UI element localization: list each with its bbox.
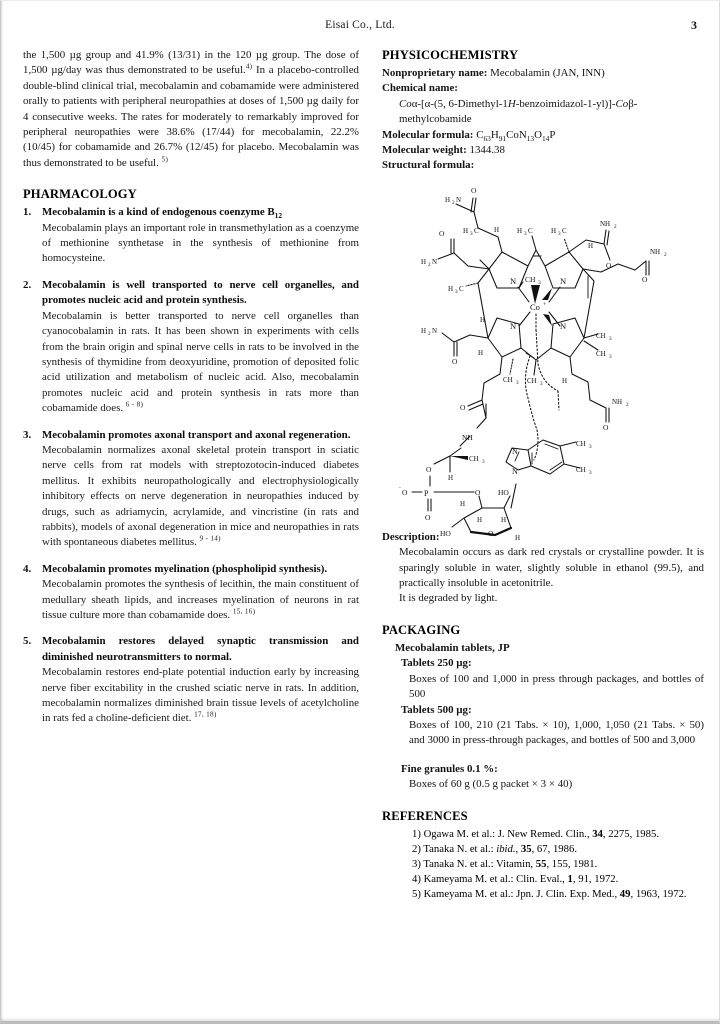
item-body: Mecobalamin plays an important role in transmethylation as a coenzyme of methionine synthetase in the synthesis of methionine from homocysteine. — [42, 221, 359, 265]
reference-volume: 35 — [520, 842, 532, 855]
item-body — [42, 443, 359, 551]
svg-text:NH: NH — [612, 397, 623, 406]
chem-prefix-coalpha: Co — [399, 97, 412, 110]
svg-text:HO: HO — [498, 487, 509, 497]
reference-item — [412, 827, 704, 842]
svg-text:H: H — [477, 515, 483, 524]
item-body — [42, 577, 359, 623]
reference-marker: 5) — [161, 155, 169, 164]
svg-text:CH: CH — [576, 465, 586, 474]
item-number: 3. — [23, 428, 32, 441]
reference-item — [412, 872, 704, 887]
item-title: Mecobalamin promotes axonal transport and axonal regeneration. — [42, 428, 351, 441]
description-body-2: It is degraded by light. — [399, 592, 498, 605]
svg-text:H: H — [445, 195, 451, 204]
item-number: 4. — [23, 562, 32, 575]
reference-volume: 34 — [592, 827, 603, 840]
description-heading — [382, 530, 704, 545]
reference-number: 4) — [412, 873, 421, 886]
svg-text:NH: NH — [462, 432, 473, 442]
packaging-group-label-250: Tablets 250 µg: — [401, 657, 472, 670]
svg-text:O: O — [471, 185, 477, 195]
formula-element: N — [518, 128, 527, 141]
chem-part-b: α-[α-(5, 6-Dimethyl-1 — [411, 97, 508, 110]
item-title-text: Mecobalamin is a kind of endogenous coenzyme B — [42, 206, 275, 219]
reference-item — [412, 842, 704, 857]
header-company-name: Eisai Co., Ltd. — [325, 19, 395, 31]
item-body-text: Mecobalamin promotes the synthesis of lecithin, the main constituent of medullary sheath lipids, and increases myelination of neurons in rat tissue culture more than cobamamide does. — [42, 578, 359, 621]
reference-volume: 1 — [567, 873, 573, 886]
svg-text:H: H — [588, 241, 594, 250]
svg-text:N: N — [456, 195, 462, 204]
svg-text:N: N — [510, 320, 517, 331]
formula-subscript: 13 — [526, 133, 535, 143]
svg-text:O: O — [603, 422, 609, 432]
svg-text:HO: HO — [440, 528, 451, 538]
svg-text:3: 3 — [516, 379, 519, 386]
svg-text:C: C — [474, 226, 479, 235]
section-heading-references: REFERENCES — [382, 808, 468, 823]
right-column — [382, 48, 704, 1013]
svg-text:3: 3 — [589, 469, 592, 476]
svg-text:3: 3 — [455, 288, 458, 295]
reference-source: Tanaka N. et al.: Vitamin, — [420, 857, 536, 870]
chemical-name-value-line1 — [399, 97, 704, 112]
svg-text:N: N — [512, 446, 518, 456]
svg-text:N: N — [432, 326, 438, 335]
reference-item — [412, 887, 704, 902]
reference-marker: 17, 18) — [194, 710, 217, 719]
svg-text:O: O — [606, 260, 612, 270]
reference-number: 1) — [412, 827, 421, 840]
svg-text:O: O — [402, 487, 408, 497]
svg-text:H: H — [463, 226, 469, 235]
nonproprietary-name-value: Mecobalamin (JAN, INN) — [490, 67, 605, 79]
pharmacology-item-3 — [23, 428, 359, 551]
structural-formula-label-text: Structural formula: — [382, 159, 475, 172]
reference-marker: 4) — [245, 62, 253, 71]
intro-paragraph — [23, 48, 359, 171]
section-heading-packaging: PACKAGING — [382, 622, 461, 637]
svg-text:2: 2 — [614, 223, 617, 230]
formula-element: Co — [506, 128, 519, 141]
chem-prefix-cobeta: Co — [615, 97, 629, 110]
svg-text:O: O — [452, 356, 458, 366]
svg-text:H: H — [460, 499, 466, 508]
svg-text:2: 2 — [664, 251, 667, 258]
item-title: Mecobalamin is well transported to nerve cell organelles, and promotes nucleic acid and protein synthesis. — [42, 278, 359, 307]
svg-text:O: O — [460, 402, 466, 412]
formula-element: P — [549, 128, 556, 141]
reference-ibid: ibid. — [496, 842, 516, 855]
formula-element: H — [490, 128, 499, 141]
reference-source: Kameyama M. et al.: Jpn. J. Clin. Exp. Med., — [420, 888, 620, 901]
svg-text:N: N — [512, 466, 518, 476]
svg-text:-: - — [399, 484, 401, 491]
svg-text:H: H — [478, 348, 484, 357]
pharmacology-item-4 — [23, 562, 359, 624]
reference-number: 2) — [412, 842, 421, 855]
reference-pages: , 67, 1986. — [531, 842, 577, 855]
svg-text:H: H — [515, 533, 521, 542]
svg-text:3: 3 — [558, 230, 561, 237]
svg-text:2: 2 — [428, 261, 431, 268]
structural-formula-label — [382, 158, 704, 173]
two-column-body — [23, 48, 704, 1013]
item-number: 1. — [23, 206, 32, 219]
chem-part-f: β- — [628, 97, 638, 110]
molecular-weight-value: 1344.38 — [469, 144, 505, 157]
chemical-name-label-text: Chemical name: — [382, 82, 458, 95]
item-number: 5. — [23, 635, 32, 648]
svg-text:2: 2 — [452, 199, 455, 206]
reference-volume: 49 — [619, 888, 631, 901]
formula-element: C — [476, 128, 484, 141]
reference-source: Tanaka N. et al.: — [420, 842, 497, 855]
reference-number: 3) — [412, 857, 421, 870]
svg-text:C: C — [459, 284, 464, 293]
reference-pages: , 1963, 1972. — [630, 888, 687, 901]
svg-text:3: 3 — [609, 335, 612, 342]
reference-volume: 55 — [535, 857, 547, 870]
reference-pages: , 91, 1972. — [572, 873, 619, 886]
formula-subscript: 91 — [498, 133, 507, 143]
molecular-weight-label: Molecular weight: — [382, 144, 467, 157]
svg-text:O: O — [426, 464, 432, 474]
svg-text:CH: CH — [469, 454, 479, 463]
reference-marker: 15, 16) — [232, 607, 256, 616]
packaging-product-name: Mecobalamin tablets, JP — [395, 641, 510, 654]
svg-text:3: 3 — [538, 279, 541, 286]
packaging-group-label-granules: Fine granules 0.1 %: — [401, 762, 498, 775]
svg-text:O: O — [488, 528, 494, 538]
formula-subscript: 14 — [541, 133, 550, 143]
svg-text:H: H — [448, 284, 454, 293]
svg-text:+: + — [543, 301, 547, 308]
svg-text:N: N — [432, 257, 438, 266]
reference-marker: 6 - 8) — [125, 400, 144, 409]
item-body-text: Mecobalamin is better transported to nerve cell organelles than cyanocobalamin in rats. It has been shown in experiments with cells from the brain origin and spinal nerve cells in rats to be involved in the synthesis of thymidine from deoxyuridine, promotion of deposited folic acid utilization and metabolism of nucleic acid. Also, mecobalamin promotes nucleic acid and protein synthesis in rats more than cobamamide does. — [42, 309, 359, 415]
svg-text:NH: NH — [600, 219, 611, 228]
item-title: Mecobalamin promotes myelination (phospholipid synthesis). — [42, 562, 328, 575]
svg-text:3: 3 — [482, 458, 485, 465]
section-heading-physicochemistry: PHYSICOCHEMISTRY — [382, 48, 519, 62]
nonproprietary-name-label: Nonproprietary name: — [382, 67, 488, 79]
svg-text:3: 3 — [470, 230, 473, 237]
reference-pages: , 2275, 1985. — [602, 827, 659, 840]
svg-text:C: C — [562, 226, 567, 235]
svg-text:N: N — [560, 320, 567, 331]
svg-text:O: O — [439, 228, 445, 238]
svg-text:H: H — [421, 257, 427, 266]
svg-text:Co: Co — [530, 301, 540, 312]
packaging-group-label-500: Tablets 500 µg: — [401, 703, 472, 716]
svg-text:CH: CH — [596, 349, 606, 358]
svg-text:3: 3 — [524, 230, 527, 237]
svg-text:H: H — [480, 315, 486, 324]
intro-text-2: In a placebo-controlled double-blind clinical trial, mecobalamin and cobamamide were administered orally to patients with peripheral neuropathies at doses of 1,500 µg daily for 4 consecutive weeks. The rates for moderately to remarkably improved for peripheral neuropathies were 38.6% (17/44) for mecobalamin, 22.2% (10/45) for cobamamide and 26.7% (12/45) for placebo. Mecobalamin was thus demonstrated to be useful. — [23, 64, 359, 169]
molecular-formula-row — [382, 128, 704, 143]
reference-source: Ogawa M. et al.: J. New Remed. Clin., — [420, 827, 593, 840]
svg-text:NH: NH — [650, 247, 661, 256]
references-list — [412, 827, 704, 903]
description-heading-text: Description: — [382, 530, 440, 543]
chem-italic-h: H — [507, 97, 516, 110]
svg-text:H: H — [494, 225, 500, 234]
pharmacology-item-1 — [23, 205, 359, 267]
packaging-group-text-500: Boxes of 100, 210 (21 Tabs. × 10), 1,000, 1,050 (21 Tabs. × 50) and 3000 in press-through packages, and bottles of 500 and 3,000 — [409, 718, 704, 747]
svg-text:O: O — [425, 512, 431, 522]
formula-subscript: 63 — [483, 133, 491, 143]
left-column — [23, 48, 359, 1013]
item-body-text: Mecobalamin restores end-plate potential induction early by increasing nerve fiber excitability in the crushed sciatic nerve in rats. In addition, mecobalamin normalizes diminished brain tissue levels of acetylcholine in rats fed a choline-deficient diet. — [42, 666, 359, 725]
chemical-name-value-line2: methylcobamide — [399, 113, 472, 126]
svg-text:CH: CH — [525, 274, 536, 284]
svg-text:O: O — [475, 487, 481, 497]
molecular-weight-row — [382, 143, 704, 158]
svg-text:H: H — [421, 326, 427, 335]
formula-element: O — [534, 128, 542, 141]
svg-text:3: 3 — [609, 353, 612, 360]
svg-text:H: H — [448, 473, 454, 482]
chem-part-d: -benzoimidazol-1-yl)]- — [515, 97, 616, 110]
svg-text:3: 3 — [540, 380, 543, 387]
pharmacology-item-5 — [23, 634, 359, 726]
subscript-12: 12 — [274, 211, 283, 221]
chemical-name-label — [382, 81, 704, 96]
svg-text:3: 3 — [589, 443, 592, 450]
svg-text:CH: CH — [596, 331, 606, 340]
item-number: 2. — [23, 278, 32, 291]
molecular-formula-value — [476, 129, 555, 141]
intro-text-1: the 1,500 µg group and 41.9% (13/31) in the 120 µg group. The dose of 1,500 µg/day was thus demonstrated to be useful. — [23, 49, 359, 77]
pharmacology-item-2 — [23, 278, 359, 417]
svg-text:O: O — [642, 274, 648, 284]
packaging-group-text-250: Boxes of 100 and 1,000 in press through packages, and bottles of 500 — [409, 672, 704, 701]
item-body-text: Mecobalamin normalizes axonal skeletal protein transport in sciatic nerve cells from rat models with streptozotocin-induced diabetes mellitus. It exhibits neuropathologically and electrophysiologically inhibitory effects on nerve degeneration in neuropathies induced by drugs, such as adriamycin, acrylamide, and vincristine (in rats and rabbits), models of axonal degeneration in mice and neuropathies in rats with spontaneous diabetes mellitus. — [42, 443, 359, 549]
item-title: Mecobalamin restores delayed synaptic transmission and diminished neurotransmitters to normal. — [42, 635, 359, 663]
svg-text:H: H — [517, 226, 523, 235]
page-header — [1, 19, 719, 37]
svg-text:N: N — [560, 275, 567, 286]
reference-item — [412, 857, 704, 872]
description-body: Mecobalamin occurs as dark red crystals or crystalline powder. It is sparingly soluble in water, slightly soluble in ethanol (99.5), and practically insoluble in acetonitrile. — [399, 546, 704, 590]
svg-text:2: 2 — [428, 330, 431, 337]
svg-text:P: P — [424, 488, 429, 498]
page-number: 3 — [691, 18, 697, 32]
molecular-formula-label: Molecular formula: — [382, 128, 474, 141]
item-body — [42, 665, 359, 727]
svg-text:H: H — [562, 376, 568, 385]
svg-text:CH: CH — [576, 439, 586, 448]
nonproprietary-name-row — [382, 66, 704, 81]
svg-text:CH: CH — [503, 375, 513, 384]
reference-pages: , 155, 1981. — [546, 857, 598, 870]
svg-text:C: C — [528, 226, 533, 235]
svg-text:N: N — [510, 275, 517, 286]
reference-marker: 9 - 14) — [199, 534, 221, 543]
svg-text:CH: CH — [527, 376, 537, 385]
section-heading-pharmacology: PHARMACOLOGY — [23, 187, 137, 202]
svg-text:2: 2 — [626, 401, 629, 408]
reference-separator: , — [515, 842, 521, 855]
item-body — [42, 309, 359, 417]
reference-number: 5) — [412, 888, 421, 901]
item-title — [42, 205, 359, 220]
svg-text:H: H — [551, 226, 557, 235]
svg-text:H: H — [501, 515, 507, 524]
packaging-group-text-granules: Boxes of 60 g (0.5 g packet × 3 × 40) — [409, 778, 573, 791]
reference-source: Kameyama M. et al.: Clin. Eval., — [420, 873, 568, 886]
